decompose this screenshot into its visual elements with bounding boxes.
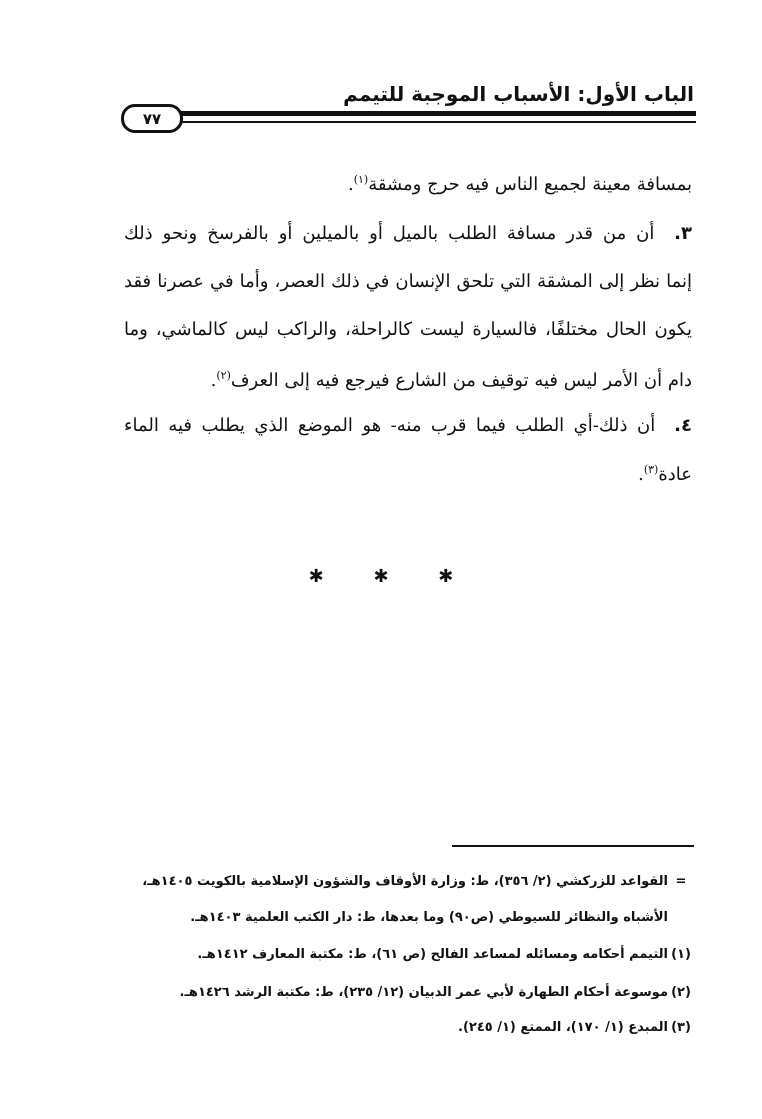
continuation-mark: = bbox=[675, 874, 687, 889]
item-4-number: ٤. bbox=[674, 415, 692, 436]
section-separator: ✱ ✱ ✱ bbox=[308, 566, 476, 587]
footnote-1-mark: (١) bbox=[671, 947, 691, 962]
footnote-2: (٢)موسوعة أحكام الطهارة لأبي عمر الدبيان (١٢/ ٢٣٥)، ط: مكتبة الرشد ١٤٢٦هـ. bbox=[180, 985, 694, 1000]
page-number-badge bbox=[121, 104, 183, 133]
chapter-title: الباب الأول: الأسباب الموجبة للتيمم bbox=[343, 82, 694, 106]
footnote-continuation-line-1: =القواعد للزركشي (٢/ ٣٥٦)، ط: وزارة الأوقاف والشؤون الإسلامية بالكويت ١٤٠٥هـ، bbox=[142, 874, 694, 889]
footnote-ref-2: (٢) bbox=[216, 369, 231, 382]
page-number: ٧٧ bbox=[142, 109, 162, 128]
header-rule-thick bbox=[178, 111, 696, 116]
item-4-line-2: عادة$^{(٣)}$. bbox=[638, 463, 692, 485]
header-rule-thin bbox=[178, 121, 696, 123]
footnote-2-mark: (٢) bbox=[671, 985, 691, 1000]
footnote-rule bbox=[452, 845, 694, 847]
item-3-number: ٣. bbox=[674, 223, 692, 244]
item-4-line-1: ٤. أن ذلك-أي الطلب فيما قرب منه- هو الموضع الذي يطلب فيه الماء bbox=[124, 415, 692, 436]
footnote-1: (١)التيمم أحكامه ومسائله لمساعد الفالح (ص ٦١)، ط: مكتبة المعارف ١٤١٢هـ. bbox=[197, 947, 694, 962]
footnote-3-mark: (٣) bbox=[671, 1020, 691, 1035]
footnote-ref-1: (١) bbox=[353, 173, 369, 186]
item-3-line-2: إنما نظر إلى المشقة التي تلحق الإنسان في ذلك العصر، وأما في عصرنا فقد bbox=[124, 271, 692, 292]
item-3-line-4: دام أن الأمر ليس فيه توقيف من الشارع فيرجع فيه إلى العرف$^{(٢)}$. bbox=[210, 369, 692, 391]
footnote-3: (٣)المبدع (١/ ١٧٠)، الممتع (١/ ٢٤٥). bbox=[458, 1020, 694, 1035]
item-3-line-3: يكون الحال مختلفًا، فالسيارة ليست كالراحلة، والراكب ليس كالماشي، وما bbox=[124, 319, 692, 340]
footnote-ref-3: (٣) bbox=[643, 463, 659, 476]
body-line-1: بمسافة معينة لجميع الناس فيه حرج ومشقة$^{(١)}$. bbox=[347, 173, 692, 195]
item-3-line-1: ٣. أن من قدر مسافة الطلب بالميل أو بالميلين أو بالفرسخ ونحو ذلك bbox=[124, 223, 692, 244]
footnote-continuation-line-2: الأشباه والنظائر للسيوطي (ص٩٠) وما بعدها، ط: دار الكتب العلمية ١٤٠٣هـ. bbox=[190, 910, 668, 925]
